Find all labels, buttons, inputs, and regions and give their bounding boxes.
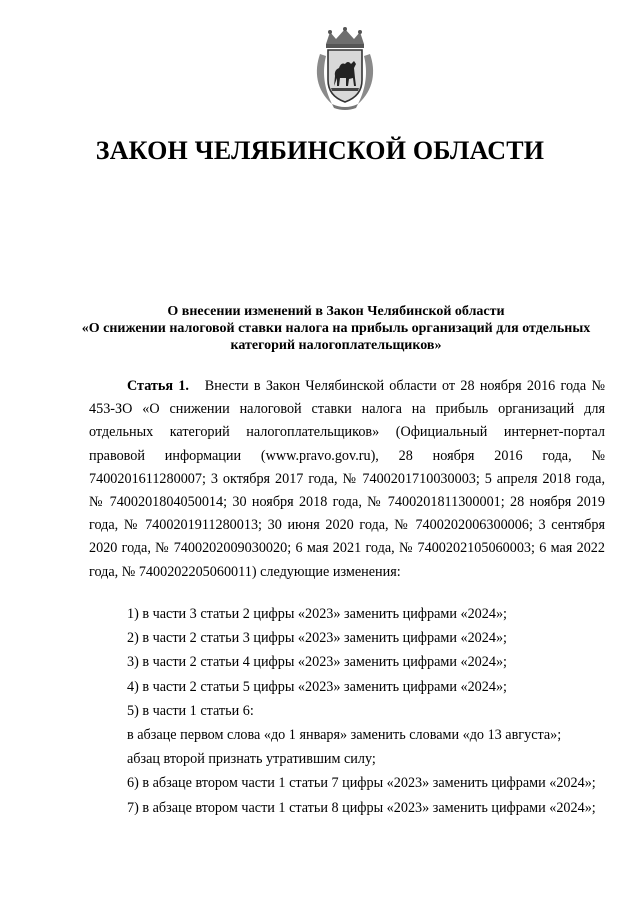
law-title: ЗАКОН ЧЕЛЯБИНСКОЙ ОБЛАСТИ (95, 136, 545, 165)
subtitle-line: категорий налогоплательщиков» (230, 338, 442, 353)
subtitle-line: О внесении изменений в Закон Челябинской области (167, 304, 505, 319)
article-1 (89, 375, 605, 584)
article-label: Статья 1. (127, 378, 189, 394)
list-item: 3) в части 2 статьи 4 цифры «2023» заменить цифрами «2024»; (127, 654, 508, 671)
list-item: 5) в части 1 статьи 6: (127, 702, 254, 719)
subtitle-line: «О снижении налоговой ставки налога на прибыль организаций для отдельных (81, 321, 591, 336)
coat-of-arms-icon (312, 26, 378, 110)
amendment-list (89, 602, 609, 820)
list-item: 2) в части 2 статьи 3 цифры «2023» заменить цифрами «2024»; (127, 630, 508, 647)
list-item: 1) в части 3 статьи 2 цифры «2023» заменить цифрами «2024»; (127, 606, 508, 622)
list-item: абзац второй признать утратившим силу; (127, 751, 376, 768)
article-1-paragraph (89, 375, 605, 584)
law-subtitle (60, 303, 612, 354)
list-item: в абзаце первом слова «до 1 января» заменить словами «до 13 августа»; (127, 727, 562, 744)
list-item: 7) в абзаце втором части 1 статьи 8 цифры «2023» заменить цифрами «2024»; (127, 799, 596, 816)
list-item: 6) в абзаце втором части 1 статьи 7 цифры «2023» заменить цифрами «2024»; (127, 775, 596, 792)
list-item: 4) в части 2 статьи 5 цифры «2023» заменить цифрами «2024»; (127, 678, 508, 695)
article-text: Внести в Закон Челябинской области от 28 ноября 2016 года № 453-ЗО «О снижении налоговой ставки налога на прибыль организаций для отдельных категорий налогоплательщиков» (Официальный интернет-портал правовой информации (www.pravo.gov.ru), 28 ноября 2016 года, № 7400201611280007; 3 октября 2017 года, № 7400201710030003; 5 апреля 2018 года, № 7400201804050014; 30 ноября 2018 года, № 7400201811300001; 28 ноября 2019 года, № 7400201911280013; 30 июня 2020 года, № 7400202006300006; 3 сентября 2020 года, № 7400202009030020; 6 мая 2021 года, № 7400202105060003; 6 мая 2022 года, № 7400202205060011) следующие изменения: (89, 378, 606, 580)
